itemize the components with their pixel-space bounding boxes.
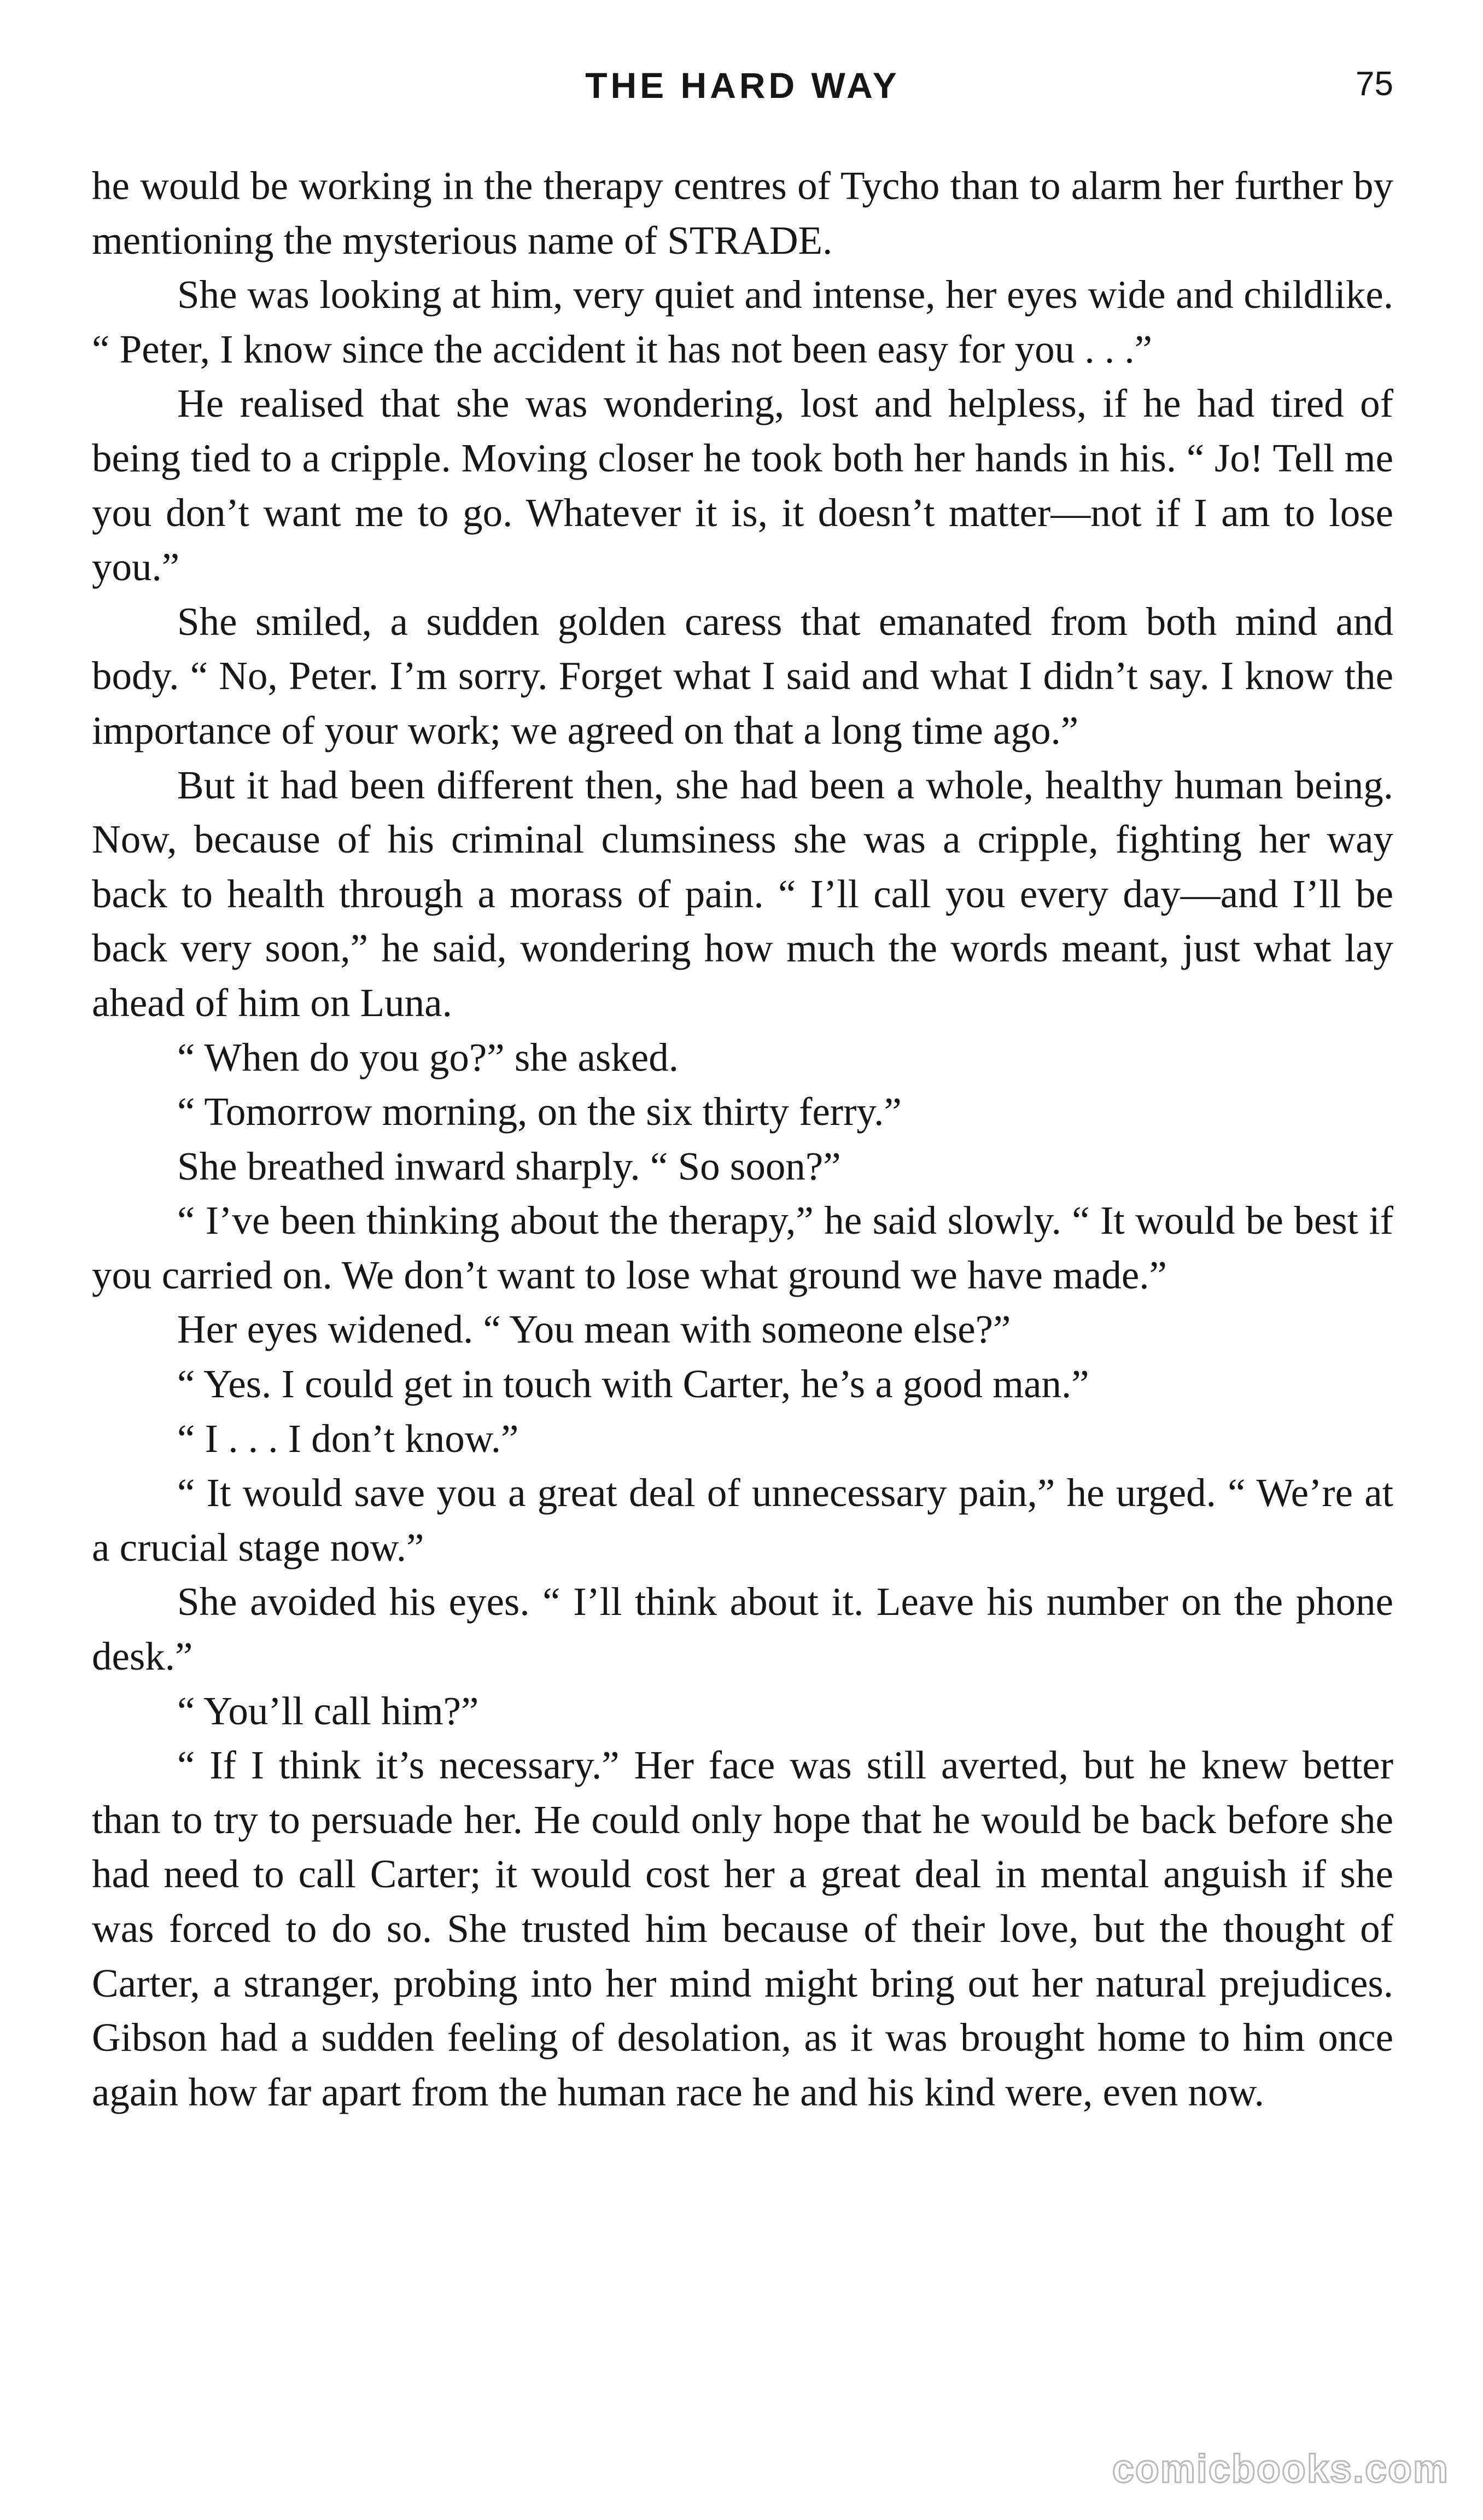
page-header — [92, 65, 1393, 119]
paragraph-12: “ I . . . I don’t know.” — [177, 1416, 519, 1461]
paragraph-1: he would be working in the therapy centres of Tycho than to alarm her further by mentioning the mysterious name of STRADE. — [92, 164, 1393, 262]
paragraph-10: Her eyes widened. “ You mean with someone else?” — [177, 1307, 1011, 1352]
book-page — [92, 65, 1393, 2460]
page-number: 75 — [1356, 65, 1393, 103]
paragraph-2: She was looking at him, very quiet and intense, her eyes wide and childlike. “ Peter, I know since the accident it has not been easy for you . . .” — [92, 272, 1393, 371]
paragraph-15: “ You’ll call him?” — [177, 1688, 479, 1733]
body-text — [92, 159, 1393, 2119]
paragraph-16: “ If I think it’s necessary.” Her face was still averted, but he knew better than to try to persuade her. He could only hope that he would be back before she had need to call Carter; it would cost her a great deal in mental anguish if she was forced to do so. She trusted him because of their love, but the thought of Carter, a stranger, probing into her mind might bring out her natural prejudices. Gibson had a sudden feeling of desolation, as it was brought home to him once again how far apart from the human race he and his kind were, even now. — [92, 1743, 1393, 2114]
paragraph-4: She smiled, a sudden golden caress that emanated from both mind and body. “ No, Peter. I’m sorry. Forget what I said and what I didn’t say. I know the importance of your work; we agreed on that a long time ago.” — [92, 599, 1393, 752]
paragraph-13: “ It would save you a great deal of unnecessary pain,” he urged. “ We’re at a crucial stage now.” — [92, 1471, 1393, 1570]
paragraph-14: She avoided his eyes. “ I’ll think about it. Leave his number on the phone desk.” — [92, 1579, 1393, 1679]
paragraph-8: She breathed inward sharply. “ So soon?” — [177, 1144, 841, 1188]
watermark: comicbooks.com — [1112, 2447, 1449, 2491]
paragraph-6: “ When do you go?” she asked. — [177, 1035, 679, 1080]
paragraph-5: But it had been different then, she had been a whole, healthy human being. Now, because of his criminal clumsiness she was a cripple, fighting her way back to health through a morass of pain. “ I’ll call you every day—and I’ll be back very soon,” he said, wondering how much the words meant, just what lay ahead of him on Luna. — [92, 762, 1393, 1025]
paragraph-3: He realised that she was wondering, lost and helpless, if he had tired of being tied to a cripple. Moving closer he took both her hands in his. “ Jo! Tell me you don’t want me to go. Whatever it is, it doesn’t matter—not if I am to lose you.” — [92, 381, 1393, 590]
paragraph-11: “ Yes. I could get in touch with Carter, he’s a good man.” — [177, 1362, 1089, 1407]
running-head: THE HARD WAY — [585, 65, 900, 106]
paragraph-7: “ Tomorrow morning, on the six thirty ferry.” — [177, 1089, 902, 1134]
paragraph-9: “ I’ve been thinking about the therapy,” he said slowly. “ It would be best if you carried on. We don’t want to lose what ground we have made.” — [92, 1198, 1393, 1297]
